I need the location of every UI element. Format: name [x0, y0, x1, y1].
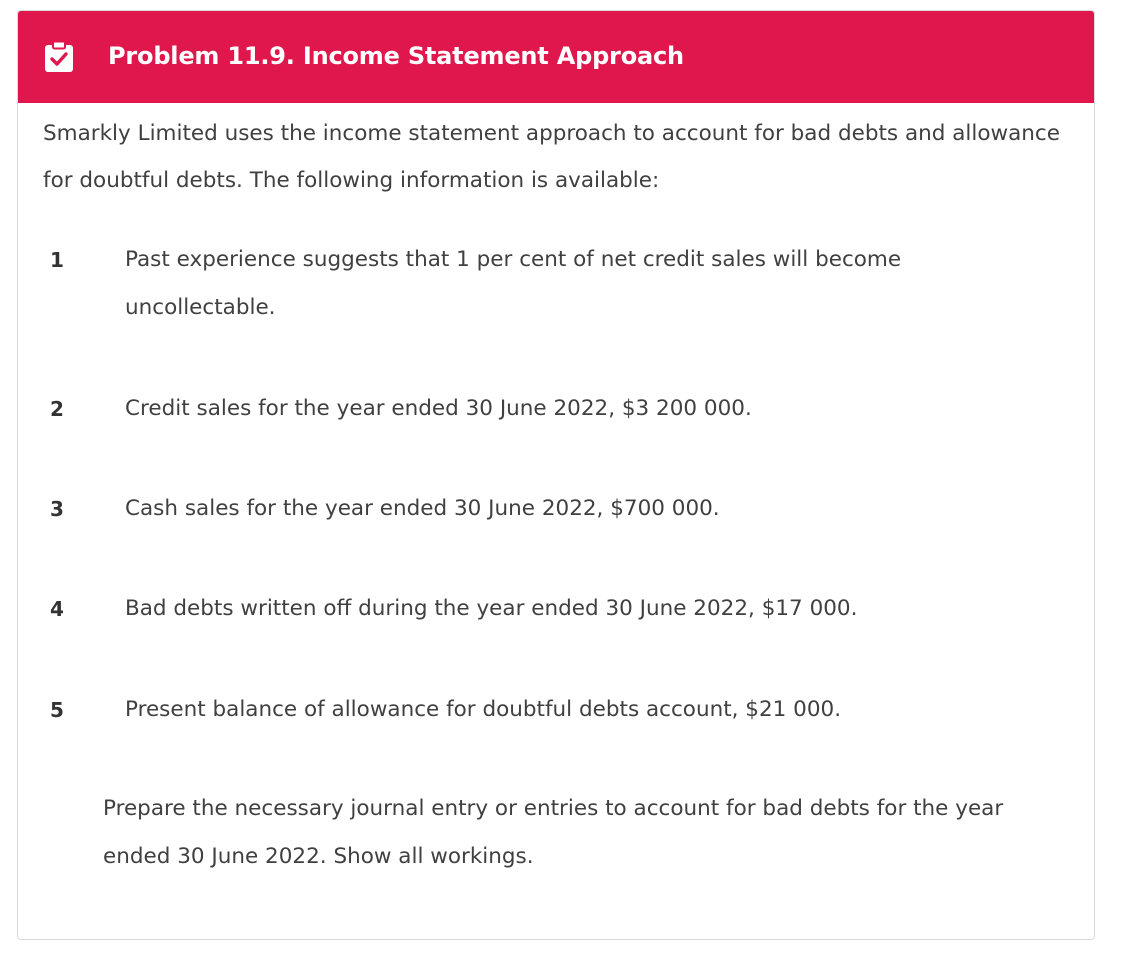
list-item-number: 4 [50, 597, 64, 621]
list-item-text: Past experience suggests that 1 per cent of net credit sales will become uncollectable. [125, 247, 902, 320]
problem-header [18, 11, 1094, 103]
list-item-text: Cash sales for the year ended 30 June 2022, $700 000. [125, 496, 720, 521]
problem-title: Problem 11.9. Income Statement Approach [108, 42, 684, 70]
list-item-text: Present balance of allowance for doubtful debts account, $21 000. [125, 697, 842, 722]
list-item-text: Credit sales for the year ended 30 June 2022, $3 200 000. [125, 396, 752, 421]
list-item-number: 1 [50, 248, 64, 272]
list-item-number: 3 [50, 497, 64, 521]
problem-card [17, 10, 1095, 940]
clipboard-check-icon [44, 41, 74, 73]
list-item-number: 2 [50, 397, 64, 421]
problem-instruction: Prepare the necessary journal entry or entries to account for bad debts for the year ended 30 June 2022. Show all workings. [103, 796, 1004, 869]
list-item-number: 5 [50, 698, 64, 722]
list-item-text: Bad debts written off during the year ended 30 June 2022, $17 000. [125, 596, 858, 621]
problem-intro: Smarkly Limited uses the income statement approach to account for bad debts and allowance for doubtful debts. The following information is available: [43, 121, 1060, 193]
